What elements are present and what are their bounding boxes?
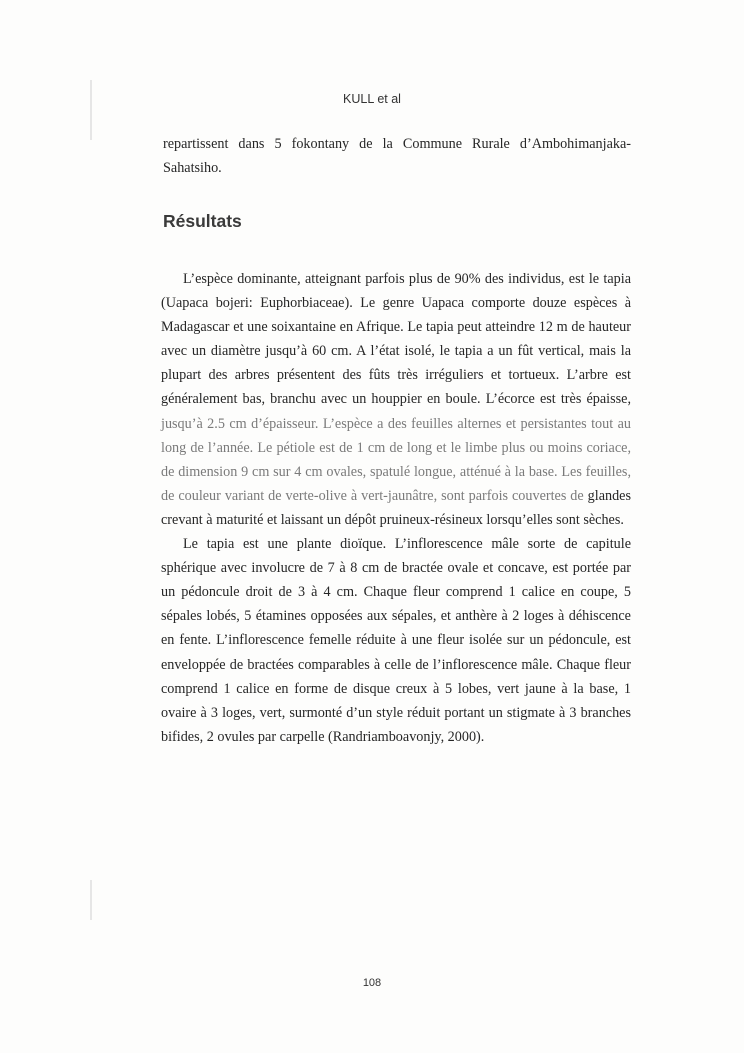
section-title: Résultats	[163, 211, 242, 231]
paragraph-1	[161, 267, 631, 532]
intro-paragraph: repartissent dans 5 fokontany de la Commune Rurale d’Ambohimanjaka-Sahatsiho.	[163, 136, 631, 176]
paragraph-1-part-b-faded: jusqu’à 2.5 cm d’épaisseur. L’espèce a des feuilles alternes et persistantes tout au long de l’année. Le pétiole est de 1 cm de long et le limbe plus ou moins coriace, de dimension 9 cm sur 4 cm ovales, spatulé longue, atténué à la base. Les feuilles, de couleur variant de verte-olive à vert-jaunâtre, sont parfois couvertes de	[161, 415, 631, 504]
page-number: 108	[362, 977, 382, 989]
results-body	[161, 267, 631, 749]
running-head: KULL et al	[343, 92, 401, 106]
paragraph-2: Le tapia est une plante dioïque. L’inflorescence mâle sorte de capitule sphérique avec involucre de 7 à 8 cm de bractée ovale et concave, est portée par un pédoncule droit de 3 à 4 cm. Chaque fleur comprend 1 calice en coupe, 5 sépales lobés, 5 étamines opposées aux sépales, et anthère à 2 loges à déhiscence en fente. L’inflorescence femelle réduite à une fleur isolée sur un pédoncule, est enveloppée de bractées comparables à celle de l’inflorescence mâle. Chaque fleur comprend 1 calice en forme de disque creux à 5 lobes, vert jaune à la base, 1 ovaire à 3 loges, vert, surmonté d’un style réduit portant un stigmate à 3 branches bifides, 2 ovules par carpelle (Randriamboavonjy, 2000).	[161, 536, 631, 745]
scan-edge-mark	[90, 880, 92, 920]
scan-edge-mark	[90, 80, 92, 140]
paragraph-1-part-a: L’espèce dominante, atteignant parfois plus de 90% des individus, est le tapia (Uapaca bojeri: Euphorbiaceae). Le genre Uapaca comporte douze espèces à Madagascar et une soixantaine en Afrique. Le tapia peut atteindre 12 m de hauteur avec un diamètre jusqu’à 60 cm. A l’état isolé, le tapia a un fût vertical, mais la plupart des arbres présentent des fûts très irréguliers et tortueux. L’arbre est généralement bas, branchu avec un houppier en boule. L’écorce est très épaisse,	[161, 271, 631, 408]
paragraph-1-part-c: glandes crevant à maturité et laissant un dépôt pruineux-résineux lorsqu’elles sont sèches.	[161, 487, 631, 528]
